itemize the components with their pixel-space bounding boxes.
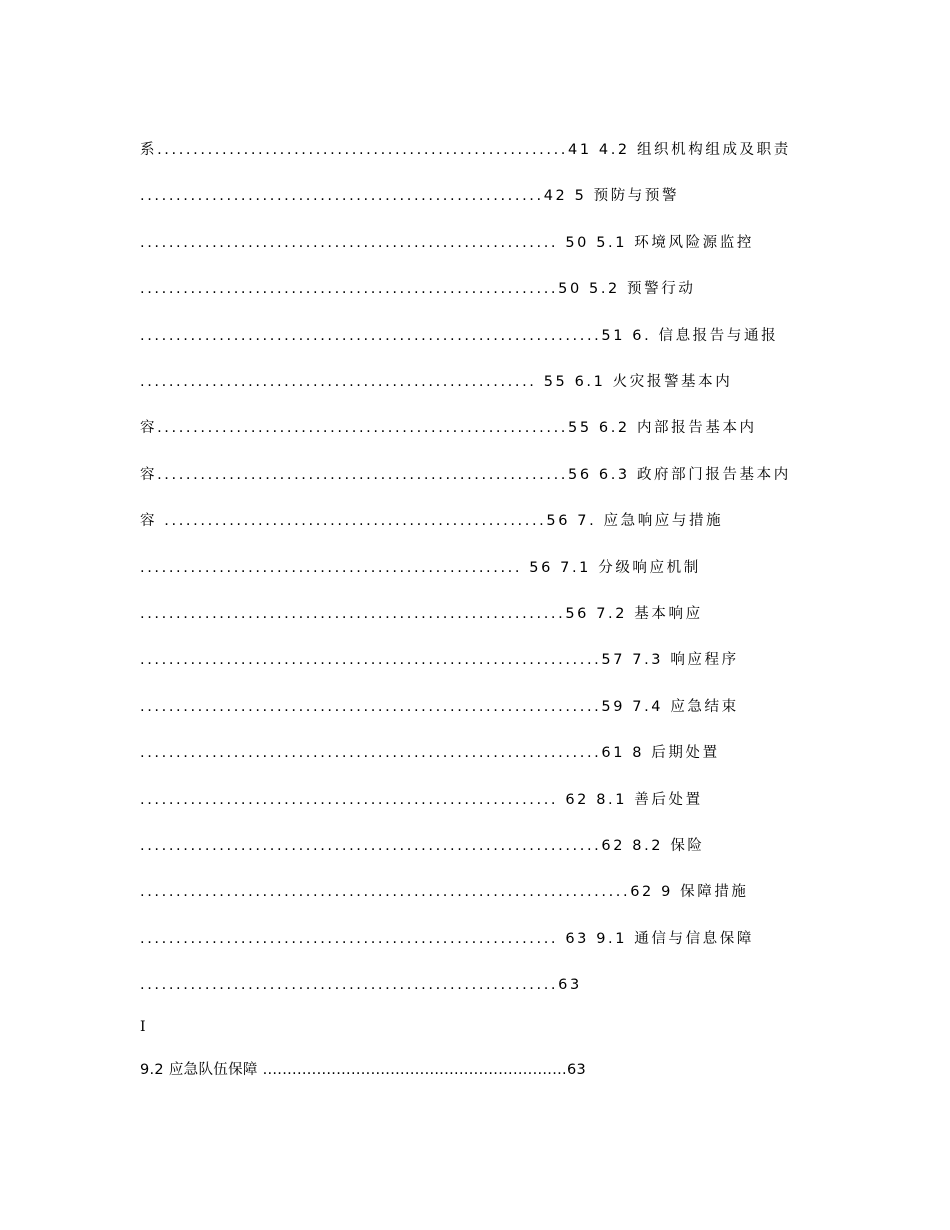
toc-line: ................................................................51 6. 信息报告与通报 <box>140 327 779 344</box>
toc-entry-9-2: 9.2 应急队伍保障 ..............................................................63 <box>140 1062 586 1078</box>
toc-line: ...........................................................56 7.2 基本响应 <box>140 606 703 622</box>
toc-line: .......................................................... 62 8.1 善后处置 <box>140 791 703 808</box>
toc-line: ....................................................... 55 6.1 火灾报警基本内 <box>140 374 733 390</box>
toc-line: ..........................................................50 5.2 预警行动 <box>140 281 696 298</box>
toc-line: ..........................................................63 <box>140 977 582 994</box>
toc-line: .......................................................... 63 9.1 通信与信息保障 <box>140 930 754 947</box>
toc-line: 容.........................................................56 6.3 政府部门报告基本内 <box>140 466 791 483</box>
page-number-marker: I <box>140 1019 146 1035</box>
toc-line: .......................................................... 50 5.1 环境风险源监控 <box>140 234 754 251</box>
toc-line: ................................................................62 8.2 保险 <box>140 838 705 854</box>
toc-line: 容 .....................................................56 7. 应急响应与措施 <box>140 513 724 530</box>
toc-line: ................................................................61 8 后期处置 <box>140 745 720 762</box>
toc-line: 系.........................................................41 4.2 组织机构组成及职责 <box>140 142 791 158</box>
toc-line: ................................................................59 7.4 应急结束 <box>140 698 739 715</box>
toc-line: ....................................................................62 9 保障措施 <box>140 884 749 901</box>
toc-line: ........................................................42 5 预防与预警 <box>140 188 680 205</box>
toc-line: 容.........................................................55 6.2 内部报告基本内 <box>140 420 757 437</box>
toc-line: ..................................................... 56 7.1 分级响应机制 <box>140 559 701 576</box>
toc-line: ................................................................57 7.3 响应程序 <box>140 652 739 669</box>
